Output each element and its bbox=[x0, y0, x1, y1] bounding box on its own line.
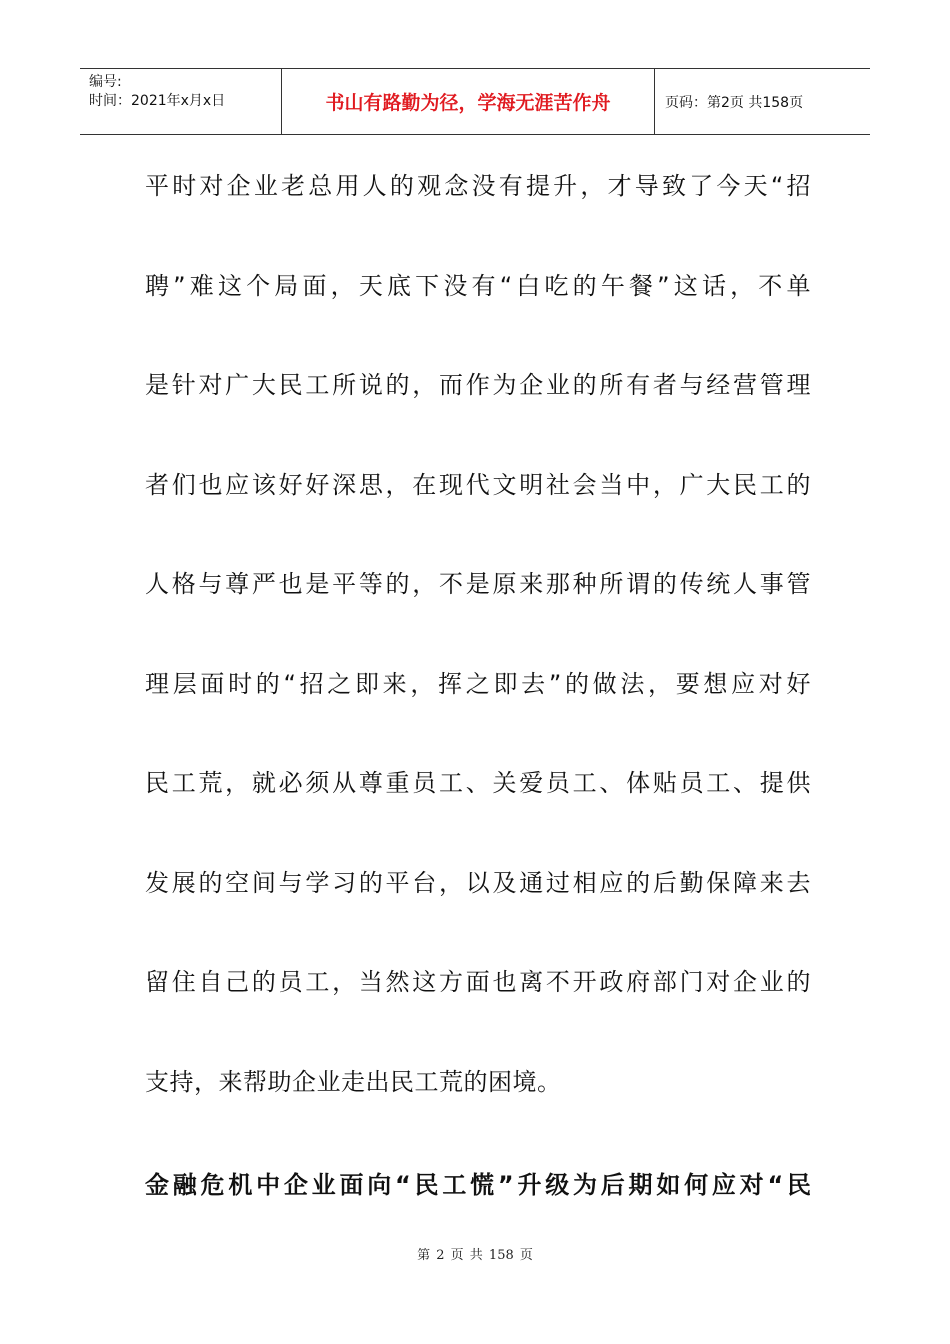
header-meta-cell bbox=[80, 69, 282, 134]
text-line: 理层面时的“招之即来，挥之即去”的做法，要想应对好 bbox=[145, 669, 811, 698]
date-label: 时间：2021年x月x日 bbox=[89, 93, 226, 109]
section-heading: 金融危机中企业面向“民工慌”升级为后期如何应对“民 bbox=[145, 1171, 811, 1199]
text-line: 是针对广大民工所说的，而作为企业的所有者与经营管理 bbox=[145, 371, 811, 399]
text-line: 留住自己的员工，当然这方面也离不开政府部门对企业的 bbox=[145, 968, 811, 996]
text-line: 平时对企业老总用人的观念没有提升，才导致了今天“招 bbox=[145, 172, 811, 200]
header-page-cell bbox=[655, 69, 870, 134]
text-line: 者们也应该好好深思，在现代文明社会当中，广大民工的 bbox=[145, 470, 811, 499]
serial-number-label: 编号: bbox=[89, 74, 122, 90]
page-header bbox=[80, 68, 870, 135]
text-line: 支持，来帮助企业走出民工荒的困境。 bbox=[145, 1067, 562, 1096]
text-line: 发展的空间与学习的平台，以及通过相应的后勤保障来去 bbox=[145, 868, 811, 897]
header-motto-cell bbox=[282, 69, 655, 134]
page-footer: 第 2 页 共 158 页 bbox=[417, 1248, 533, 1263]
text-line: 聘”难这个局面，天底下没有“白吃的午餐”这话，不单 bbox=[145, 271, 811, 300]
text-line: 民工荒，就必须从尊重员工、关爱员工、体贴员工、提供 bbox=[145, 769, 811, 797]
page-number-label: 页码：第2页 共158页 bbox=[665, 94, 804, 111]
document-body bbox=[145, 158, 811, 1153]
motto-text: 书山有路勤为径，学海无涯苦作舟 bbox=[325, 92, 611, 114]
text-line: 人格与尊严也是平等的，不是原来那种所谓的传统人事管 bbox=[145, 570, 811, 598]
